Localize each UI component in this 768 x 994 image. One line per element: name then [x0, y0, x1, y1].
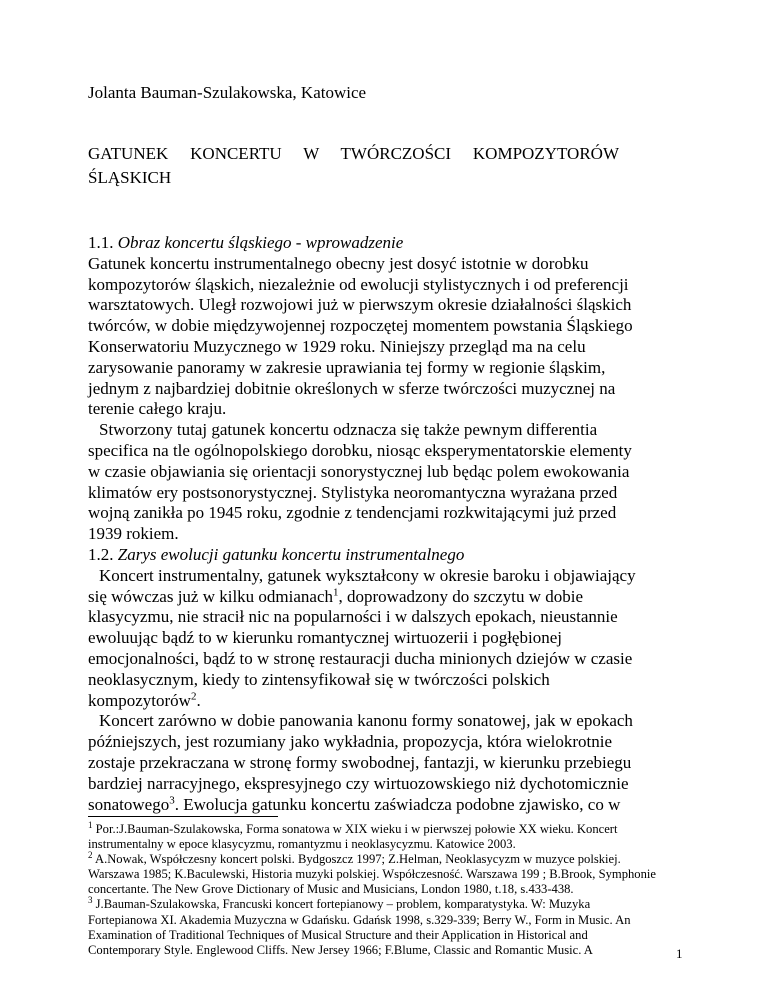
text-line: neoklasycznym, kiedy to zintensyfikował się w twórczości polskich [88, 669, 550, 689]
text-line: w czasie objawiania się orientacji sonorystycznej lub będąc polem ewokowania [88, 461, 630, 481]
footnote-line: Contemporary Style. Englewood Cliffs. New Jersey 1966; F.Blume, Classic and Romantic Music. A [88, 942, 593, 957]
text-line: zostaje przekraczana w stronę formy swobodnej, fantazji, w kierunku przebiegu [88, 752, 632, 772]
title-line-1: GATUNEK KONCERTU W TWÓRCZOŚCI KOMPOZYTORÓW [88, 144, 619, 163]
text-line: Konserwatoriu Muzycznego w 1929 roku. Niniejszy przegląd ma na celu [88, 336, 586, 356]
footnote-line [88, 852, 688, 867]
paragraph-2 [88, 420, 688, 545]
section-number: 1.1. [88, 233, 114, 252]
text-line: Stworzony tutaj gatunek koncertu odznacza się także pewnym differentia [99, 420, 598, 440]
footnote-text: J.Bauman-Szulakowska, Francuski koncert fortepianowy – problem, komparatystyka. W: Muzyka [95, 897, 591, 912]
text-fragment: się wówczas już w kilku odmianach [88, 586, 334, 606]
text-line: kompozytorów śląskich, niezależnie od ewolucji stylistycznych i od preferencji [88, 274, 629, 294]
text-line: jednym z najbardziej dobitnie określonych w sferze twórczości muzycznej na [88, 378, 616, 398]
text-line: terenie całego kraju. [88, 399, 227, 419]
title-line-2: ŚLĄSKICH [88, 168, 172, 187]
footnote-line: concertante. The New Grove Dictionary of Music and Musicians, London 1980, t.18, s.433-438. [88, 882, 574, 897]
footnote-2 [88, 852, 688, 897]
text-line [88, 795, 688, 816]
footnote-line [88, 819, 688, 837]
footnote-marker: 2 [88, 850, 93, 860]
footnote-line: Fortepianowa XI. Akademia Muzyczna w Gdańsku. Gdańsk 1998, s.329-339; Berry W., Form in Music. An [88, 912, 631, 927]
footnote-3 [88, 897, 688, 957]
text-line: emocjonalności, bądź to w stronę restauracji ducha minionych dziejów w czasie [88, 648, 633, 668]
section-number: 1.2. [88, 544, 114, 564]
footnote-line: instrumentalny w epoce klasycyzmu, romantyzmu i neoklasycyzmu. Katowice 2003. [88, 837, 516, 852]
footnote-separator [88, 816, 278, 817]
text-line: klimatów ery postsonorystycznej. Stylistyka neoromantyczna wyrażana przed [88, 482, 618, 502]
footnote-marker: 1 [88, 819, 93, 830]
paragraph-1 [88, 254, 688, 420]
paragraph-3 [88, 566, 688, 712]
footnote-ref-2[interactable]: 2 [190, 689, 197, 702]
section-heading-1-1 [88, 233, 688, 254]
footnotes [88, 819, 688, 958]
text-line: 1939 rokiem. [88, 524, 179, 544]
text-fragment: . Ewolucja gatunku koncertu zaświadcza podobne zjawisko, co w [174, 794, 621, 814]
text-line: zarysowanie panoramy w zakresie uprawiania tej formy w regionie śląskim, [88, 357, 606, 377]
text-fragment: sonatowego [88, 794, 170, 814]
footnote-text: A.Nowak, Współczesny koncert polski. Bydgoszcz 1997; Z.Helman, Neoklasycyzm w muzyce polskiej. [94, 852, 621, 867]
text-line: bardziej narracyjnego, ekspresyjnego czy wirtuozowskiego niż dychotomicznie [88, 773, 629, 793]
text-line: Koncert zarówno w dobie panowania kanonu formy sonatowej, jak w epokach [99, 711, 633, 731]
body-text [88, 233, 688, 815]
text-line: specifica na tle ogólnopolskiego dorobku, niosąc eksperymentatorskie elementy [88, 440, 632, 460]
text-line [88, 587, 688, 608]
footnote-text: Por.:J.Bauman-Szulakowska, Forma sonatowa w XIX wieku i w pierwszej połowie XX wieku. Koncert [95, 822, 618, 836]
footnote-line: Warszawa 1985; K.Baculewski, Historia muzyki polskiej. Współczesność. Warszawa 199 ; B.Brook, Symphonie [88, 867, 656, 882]
text-line [88, 691, 688, 712]
text-line: twórców, w dobie międzywojennej rozpoczętej momentem powstania Śląskiego [88, 316, 633, 336]
section-title: Zarys ewolucji gatunku koncertu instrumentalnego [117, 544, 465, 564]
text-line: klasycyzmu, nie stracił nic na popularności i w dalszych epokach, nieustannie [88, 607, 618, 627]
text-fragment: . [196, 690, 201, 710]
text-line: warsztatowych. Uległ rozwojowi już w pierwszym okresie działalności śląskich [88, 295, 632, 315]
document-title [88, 142, 688, 190]
text-line: ewoluując bądź to w kierunku romantycznej wirtuozerii i pogłębionej [88, 628, 562, 648]
footnote-line: Examination of Traditional Techniques of Musical Structure and their Application in Historical and [88, 927, 588, 942]
footnote-1 [88, 819, 688, 852]
text-fragment: kompozytorów [88, 690, 191, 710]
text-line: późniejszych, jest rozumiany jako wykładnia, propozycja, która wielokrotnie [88, 732, 613, 752]
text-line: wojną zanikła po 1945 roku, zgodnie z tendencjami rozkwitającymi już przed [88, 503, 617, 523]
text-line: Koncert instrumentalny, gatunek wykształcony w okresie baroku i objawiający [99, 565, 636, 585]
footnote-ref-3[interactable]: 3 [169, 793, 175, 806]
footnote-line [88, 897, 688, 912]
footnote-marker: 3 [88, 895, 93, 906]
page-number: 1 [676, 946, 683, 961]
footnote-ref-1[interactable]: 1 [333, 585, 339, 598]
text-line: Gatunek koncertu instrumentalnego obecny jest dosyć istotnie w dorobku [88, 253, 589, 273]
section-heading-1-2 [88, 545, 688, 566]
section-title: Obraz koncertu śląskiego - wprowadzenie [117, 233, 404, 252]
text-fragment: , doprowadzony do szczytu w dobie [338, 586, 584, 606]
paragraph-4 [88, 711, 688, 815]
author-line: Jolanta Bauman-Szulakowska, Katowice [88, 83, 367, 102]
